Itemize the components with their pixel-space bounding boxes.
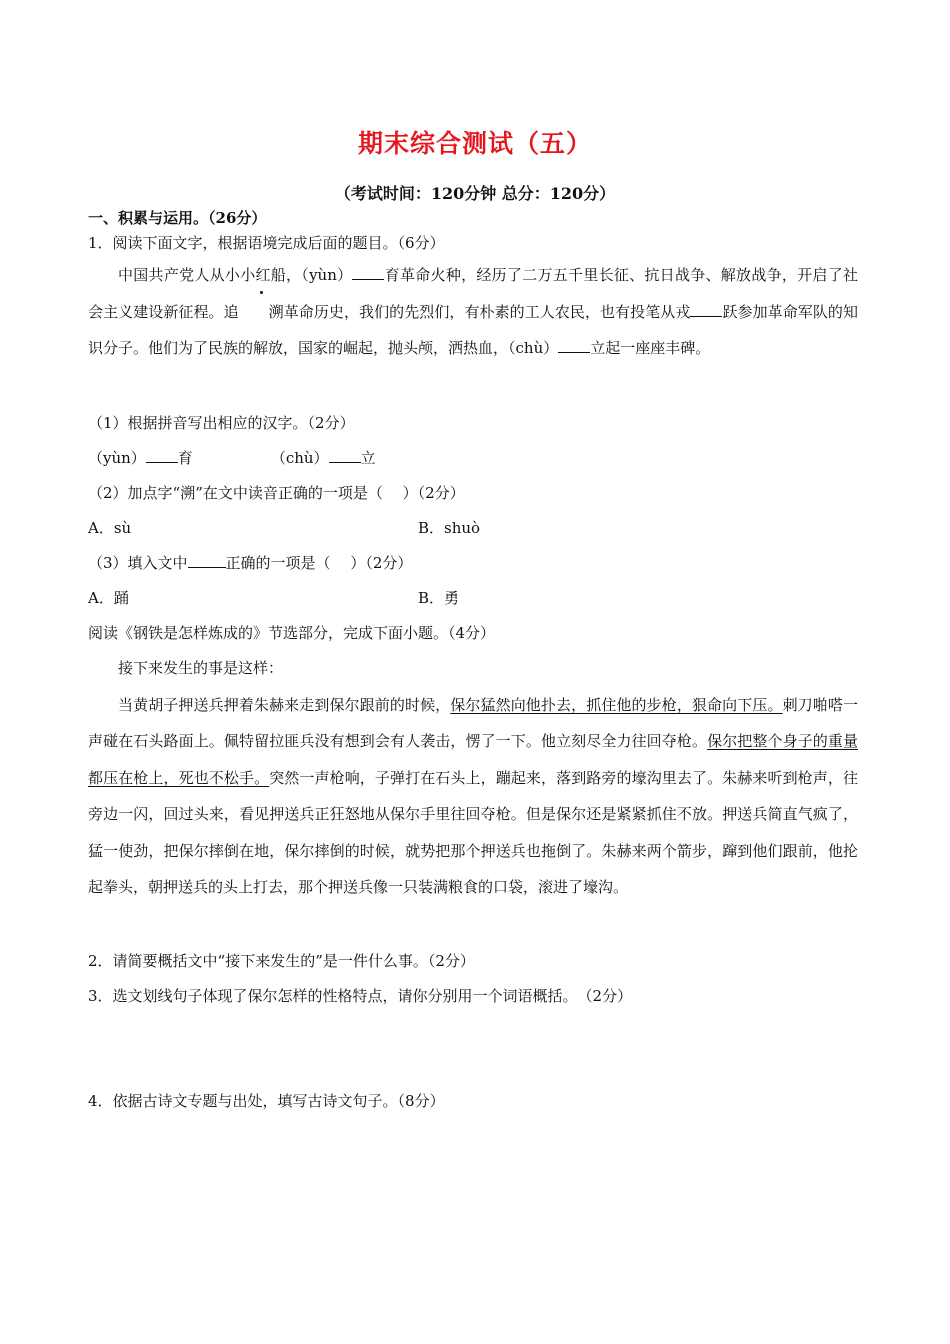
underlined-sentence: 保尔把整个身子的重量都压在枪上，死也不松手。 xyxy=(88,732,858,787)
reading-intro: 阅读《钢铁是怎样炼成的》节选部分，完成下面小题。（4分） xyxy=(88,624,496,642)
page-title: 期末综合测试（五） xyxy=(357,129,592,158)
option-b[interactable]: B．勇 xyxy=(418,589,460,607)
question-4: 4．依据古诗文专题与出处，填写古诗文句子。（8分） xyxy=(88,1092,445,1110)
underlined-sentence: 保尔猛然向他扑去，抓住他的步枪，狠命向下压。 xyxy=(450,695,783,714)
reading-passage: 接下来发生的事是这样： 当黄胡子押送兵押着朱赫来走到保尔跟前的时候，保尔猛然向他扑去，抓住他的步枪，狠命向下压。刺刀啪嗒一声碰在石头路面上。佩特留拉匪兵没有想到会有人袭击，愣了一下。他立刻尽全力往回夺枪。保尔把整个身子的重量都压在枪上，死也不松手。突然一声枪响，子弹打在石头上，蹦起来，落到路旁的壕沟里去了。朱赫来听到枪声，往旁边一闪，回过头来，看见押送兵正狂怒地从保尔手里往回夺枪。但是保尔还是紧紧抓住不放。押送兵简直气疯了，猛一使劲，把保尔摔倒在地，保尔摔倒的时候，就势把那个押送兵也拖倒了。朱赫来两个箭步，蹿到他们跟前，他抡起拳头，朝押送兵的头上打去，那个押送兵像一只装满粮食的口袋，滚进了壕沟。 xyxy=(88,650,858,906)
answer-blank xyxy=(188,553,226,568)
subquestion-2: （2）加点字“溯”在文中读音正确的一项是（ ）（2分） xyxy=(88,484,465,502)
section-heading: 一、积累与运用。（26分） xyxy=(88,209,267,227)
passage-lead: 接下来发生的事是这样： xyxy=(118,659,284,677)
answer-blank[interactable] xyxy=(329,448,361,463)
option-a[interactable]: A．sù xyxy=(88,519,132,537)
question-1-passage xyxy=(88,257,858,367)
passage-text: 育革命火种，经历了二万五千里长征、抗日战争、解放战争，开启了社会主义建设新征程。追 xyxy=(88,266,858,321)
passage-text: 革命历史，我们的先烈们，有朴素的工人农民，也有投笔从戎 xyxy=(283,302,691,321)
question-2: 2．请简要概括文中“接下来发生的”是一件什么事。（2分） xyxy=(88,952,475,970)
subquestion-3: （3）填入文中 正确的一项是（ ）（2分） xyxy=(88,554,413,572)
answer-blank[interactable] xyxy=(352,265,384,280)
answer-blank[interactable] xyxy=(146,448,178,463)
answer-blank[interactable] xyxy=(690,302,722,317)
pinyin-fill-row: （yùn） 育 （chù） 立 xyxy=(88,449,376,467)
passage-text: 中国共产党人从小小红船，（yùn） xyxy=(118,266,353,284)
question-1-prompt: 1．阅读下面文字，根据语境完成后面的题目。（6分） xyxy=(88,234,445,252)
question-3: 3．选文划线句子体现了保尔怎样的性格特点，请你分别用一个词语概括。 （2分） xyxy=(88,987,633,1005)
passage-text: 跃参加革命军队的知识分子。他们为了民族的解放，国家的崛起，抛头颅，洒热血，（chù） xyxy=(88,302,858,357)
passage-text: 立起一座座丰碑。 xyxy=(590,339,711,357)
option-b[interactable]: B．shuò xyxy=(418,519,481,537)
option-a[interactable]: A．踊 xyxy=(88,589,129,607)
subquestion-1: （1）根据拼音写出相应的汉字。（2分） xyxy=(88,414,355,432)
answer-blank[interactable] xyxy=(558,338,590,353)
dotted-character: 溯 xyxy=(239,294,284,331)
exam-info: （考试时间：120分钟 总分：120分） xyxy=(334,184,616,203)
